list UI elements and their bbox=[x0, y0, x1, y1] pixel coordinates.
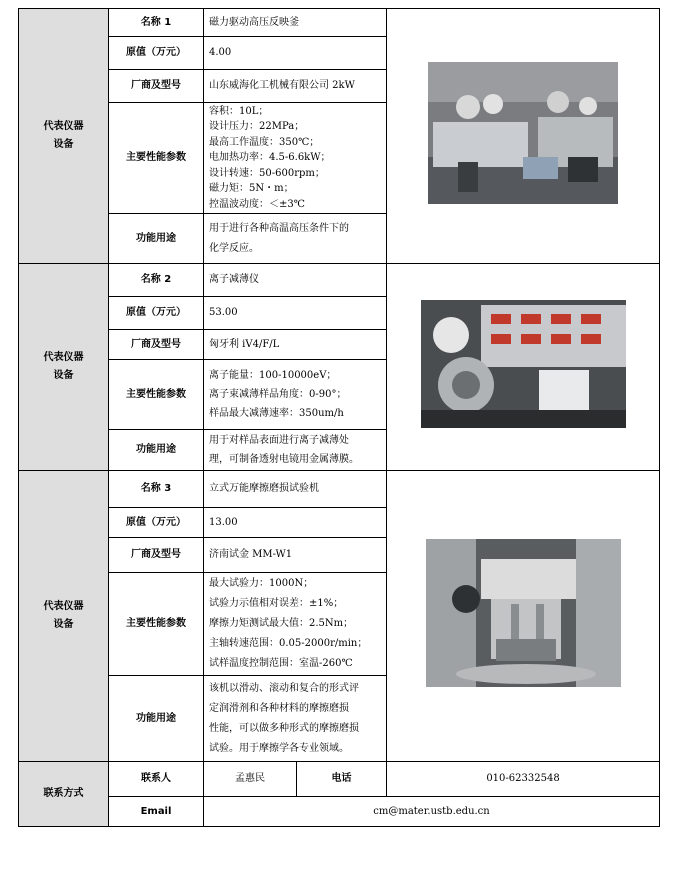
use-line: 用于对样品表面进行离子减薄处 bbox=[209, 435, 349, 446]
section-2-photo-cell bbox=[387, 264, 660, 471]
email-value: cm@mater.ustb.edu.cn bbox=[204, 797, 660, 827]
use-label: 功能用途 bbox=[109, 430, 204, 471]
spec-label: 主要性能参数 bbox=[109, 360, 204, 430]
spec-line: 主轴转速范围：0.05-2000r/min； bbox=[209, 638, 368, 649]
side-label-line: 代表仪器 bbox=[43, 121, 84, 132]
maker-label: 厂商及型号 bbox=[109, 330, 204, 360]
spec-line: 离子束减薄样品角度：0-90°； bbox=[209, 389, 347, 400]
use-line: 试验。用于摩擦学各专业领域。 bbox=[209, 742, 349, 754]
contact-person-label: 联系人 bbox=[109, 762, 204, 797]
spec-label: 主要性能参数 bbox=[109, 103, 204, 214]
section-3-photo-cell bbox=[387, 471, 660, 762]
spec-value bbox=[204, 103, 387, 214]
contact-person-row bbox=[19, 762, 660, 797]
phone-label: 电话 bbox=[297, 762, 387, 797]
side-label-line: 设备 bbox=[53, 619, 74, 630]
spec-line: 最高工作温度：350℃； bbox=[209, 136, 320, 148]
spec-line: 容积：10L； bbox=[209, 105, 269, 117]
contact-person-value: 孟惠民 bbox=[204, 762, 297, 797]
spec-line: 磁力矩：5N・m； bbox=[209, 183, 294, 195]
spec-value bbox=[204, 573, 387, 676]
use-line: 用于进行各种高温高压条件下的 bbox=[209, 222, 349, 234]
section-1-side-label bbox=[19, 9, 109, 264]
section-3-side-label bbox=[19, 471, 109, 762]
price-label: 原值（万元） bbox=[109, 508, 204, 538]
spec-line: 设计压力：22MPa； bbox=[209, 121, 305, 133]
name-label: 名称 3 bbox=[109, 471, 204, 508]
section-1-name-row bbox=[19, 9, 660, 37]
price-value: 4.00 bbox=[204, 37, 387, 70]
spec-line: 最大试验力：1000N； bbox=[209, 578, 314, 589]
name-label: 名称 1 bbox=[109, 9, 204, 37]
price-value: 53.00 bbox=[204, 297, 387, 330]
use-line: 理，可制备透射电镜用金属薄膜。 bbox=[209, 454, 359, 465]
high-pressure-reactor-photo bbox=[428, 62, 618, 204]
name-value: 离子减薄仪 bbox=[204, 264, 387, 297]
use-line: 该机以滑动、滚动和复合的形式评 bbox=[209, 682, 359, 694]
spec-line: 电加热功率：4.5-6.6kW； bbox=[209, 152, 331, 164]
section-3-name-row bbox=[19, 471, 660, 508]
use-line: 化学反应。 bbox=[209, 242, 259, 254]
side-label-line: 设备 bbox=[53, 139, 74, 150]
side-label-line: 设备 bbox=[53, 370, 74, 381]
phone-value: 010-62332548 bbox=[387, 762, 660, 797]
section-1-photo-cell bbox=[387, 9, 660, 264]
maker-value: 匈牙利 iV4/F/L bbox=[204, 330, 387, 360]
side-label-line: 代表仪器 bbox=[43, 601, 84, 612]
contact-side-label: 联系方式 bbox=[19, 762, 109, 827]
price-label: 原值（万元） bbox=[109, 37, 204, 70]
section-2-name-row bbox=[19, 264, 660, 297]
maker-value: 济南试金 MM-W1 bbox=[204, 538, 387, 573]
section-2-side-label bbox=[19, 264, 109, 471]
maker-value: 山东威海化工机械有限公司 2kW bbox=[204, 70, 387, 103]
use-line: 定润滑剂和各种材料的摩擦磨损 bbox=[209, 702, 349, 714]
spec-line: 样品最大减薄速率：350um/h bbox=[209, 408, 344, 419]
spec-line: 控温波动度：＜±3℃ bbox=[209, 198, 305, 210]
maker-label: 厂商及型号 bbox=[109, 538, 204, 573]
spec-value bbox=[204, 360, 387, 430]
equipment-table bbox=[18, 8, 660, 827]
spec-line: 设计转速：50-600rpm； bbox=[209, 167, 325, 179]
use-value bbox=[204, 214, 387, 264]
price-label: 原值（万元） bbox=[109, 297, 204, 330]
spec-line: 摩擦力矩测试最大值：2.5Nm； bbox=[209, 618, 354, 629]
use-value bbox=[204, 676, 387, 762]
name-label: 名称 2 bbox=[109, 264, 204, 297]
price-value: 13.00 bbox=[204, 508, 387, 538]
use-label: 功能用途 bbox=[109, 676, 204, 762]
spec-label: 主要性能参数 bbox=[109, 573, 204, 676]
side-label-line: 代表仪器 bbox=[43, 352, 84, 363]
name-value: 磁力驱动高压反映釜 bbox=[204, 9, 387, 37]
contact-email-row bbox=[19, 797, 660, 827]
ion-thinning-instrument-photo bbox=[421, 300, 626, 428]
email-label: Email bbox=[109, 797, 204, 827]
maker-label: 厂商及型号 bbox=[109, 70, 204, 103]
spec-line: 试验力示值相对误差：±1%； bbox=[209, 598, 344, 609]
spec-line: 离子能量：100-10000eV； bbox=[209, 370, 337, 381]
name-value: 立式万能摩擦磨损试验机 bbox=[204, 471, 387, 508]
friction-wear-tester-photo bbox=[426, 539, 621, 687]
spec-line: 试样温度控制范围：室温-260℃ bbox=[209, 658, 353, 669]
use-value bbox=[204, 430, 387, 471]
use-line: 性能，可以做多种形式的摩擦磨损 bbox=[209, 722, 359, 734]
use-label: 功能用途 bbox=[109, 214, 204, 264]
